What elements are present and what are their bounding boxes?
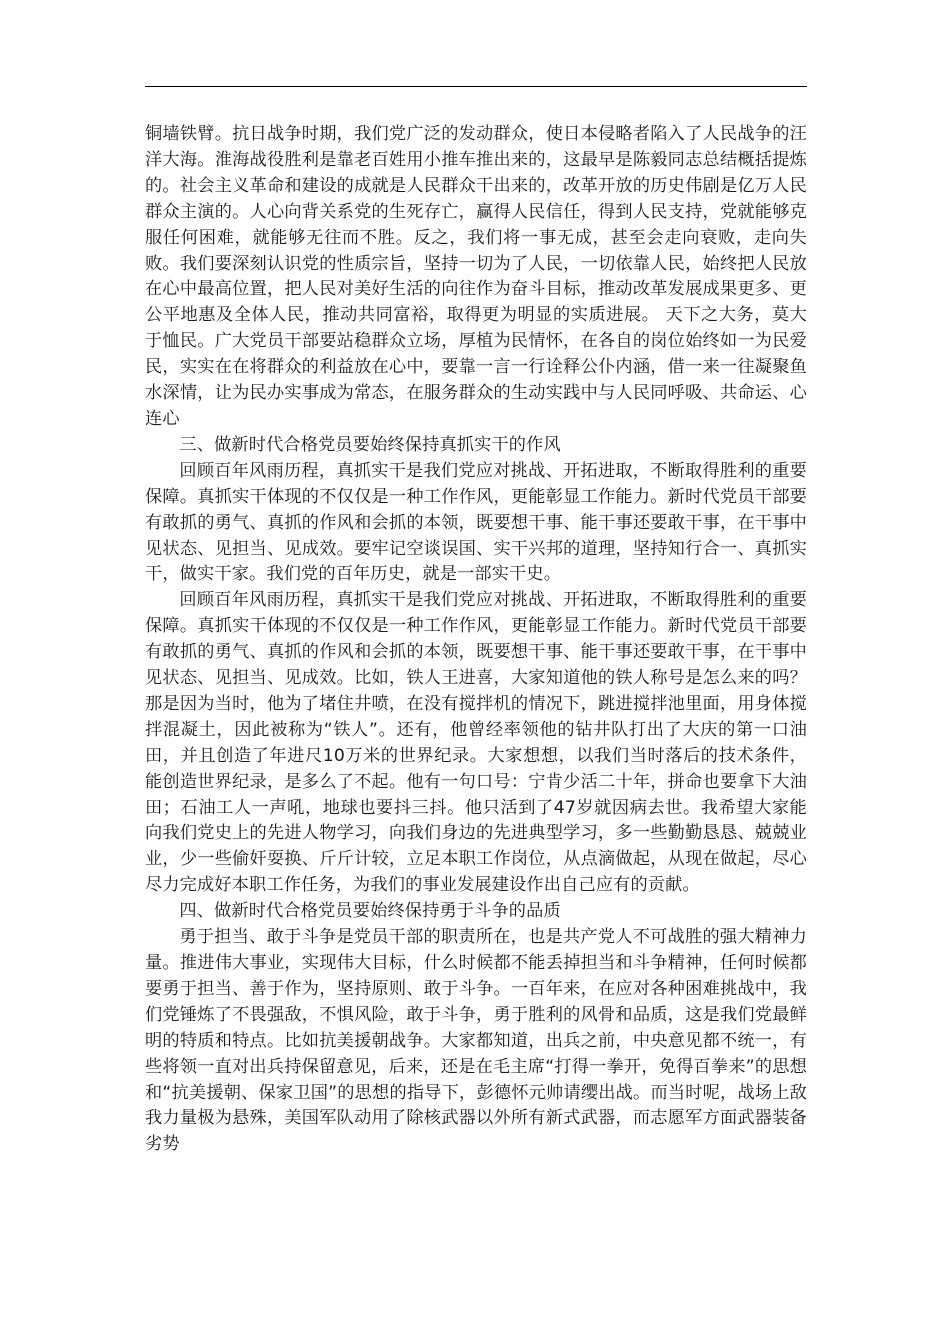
paragraph-continued: 铜墙铁臂。抗日战争时期，我们党广泛的发动群众，使日本侵略者陷入了人民战争的汪洋大海。淮海战役胜利是靠老百姓用小推车推出来的，这最早是陈毅同志总结概括提炼的。社会主义革命和建设的成就是人民群众干出来的，改革开放的历史伟剧是亿万人民群众主演的。人心向背关系党的生死存亡，赢得人民信任，得到人民支持，党就能够克服任何困难，就能够无往而不胜。反之，我们将一事无成，甚至会走向衰败，走向失败。我们要深刻认识党的性质宗旨，坚持一切为了人民，一切依靠人民，始终把人民放在心中最高位置，把人民对美好生活的向往作为奋斗目标，推动改革发展成果更多、更公平地惠及全体人民，推动共同富裕，取得更为明显的实质进展。 天下之大务，莫大于恤民。广大党员干部要站稳群众立场，厚植为民情怀，在各自的岗位始终如一为民爱民，实实在在将群众的利益放在心中，要靠一言一行诠释公仆内涵，借一来一往凝聚鱼水深情，让为民办实事成为常态，在服务群众的生动实践中与人民同呼吸、共命运、心连心 — [145, 124, 807, 429]
paragraph: 回顾百年风雨历程，真抓实干是我们党应对挑战、开拓进取，不断取得胜利的重要保障。真抓实干体现的不仅仅是一种工作作风，更能彰显工作能力。新时代党员干部要有敢抓的勇气、真抓的作风和会抓的本领，既要想干事、能干事还要敢干事，在干事中见状态、见担当、见成效。比如，铁人王进喜，大家知道他的铁人称号是怎么来的吗？那是因为当时，他为了堵住井喷，在没有搅拌机的情况下，跳进搅拌池里面，用身体搅拌混凝土，因此被称为“铁人”。还有，他曾经率领他的钻井队打出了大庆的第一口油田，并且创造了年进尺10万米的世界纪录。大家想想，以我们当时落后的技术条件，能创造世界纪录，是多么了不起。他有一句口号：宁肯少活二十年，拼命也要拿下大油田；石油工人一声吼，地球也要抖三抖。他只活到了47岁就因病去世。我希望大家能向我们党史上的先进人物学习，向我们身边的先进典型学习，多一些勤勤恳恳、兢兢业业，少一些偷奸耍换、斤斤计较，立足本职工作岗位，从点滴做起，从现在做起，尽心尽力完成好本职工作任务，为我们的事业发展建设作出自己应有的贡献。 — [145, 590, 807, 896]
paragraph: 回顾百年风雨历程，真抓实干是我们党应对挑战、开拓进取，不断取得胜利的重要保障。真抓实干体现的不仅仅是一种工作作风，更能彰显工作能力。新时代党员干部要有敢抓的勇气、真抓的作风和会抓的本领，既要想干事、能干事还要敢干事，在干事中见状态、见担当、见成效。要牢记空谈误国、实干兴邦的道理，坚持知行合一、真抓实干，做实干家。我们党的百年历史，就是一部实干史。 — [145, 460, 807, 585]
section-heading-3: 三、做新时代合格党员要始终保持真抓实干的作风 — [179, 434, 561, 455]
header-rule — [145, 86, 807, 87]
section-heading-4: 四、做新时代合格党员要始终保持勇于斗争的品质 — [179, 901, 561, 922]
document-body — [145, 122, 807, 1158]
paragraph: 勇于担当、敢于斗争是党员干部的职责所在，也是共产党人不可战胜的强大精神力量。推进伟大事业，实现伟大目标，什么时候都不能丢掉担当和斗争精神，任何时候都要勇于担当、善于作为，坚持原则、敢于斗争。一百年来，在应对各种困难挑战中，我们党锤炼了不畏强敌，不惧风险，敢于斗争，勇于胜利的风骨和品质，这是我们党最鲜明的特质和特点。比如抗美援朝战争。大家都知道，出兵之前，中央意见都不统一，有些将领一直对出兵持保留意见，后来，还是在毛主席“打得一拳开，免得百拳来”的思想和“抗美援朝、保家卫国”的思想的指导下，彭德怀元帅请缨出战。而当时呢，战场上敌我力量极为悬殊，美国军队动用了除核武器以外所有新式武器，而志愿军方面武器装备劣势 — [145, 927, 807, 1155]
